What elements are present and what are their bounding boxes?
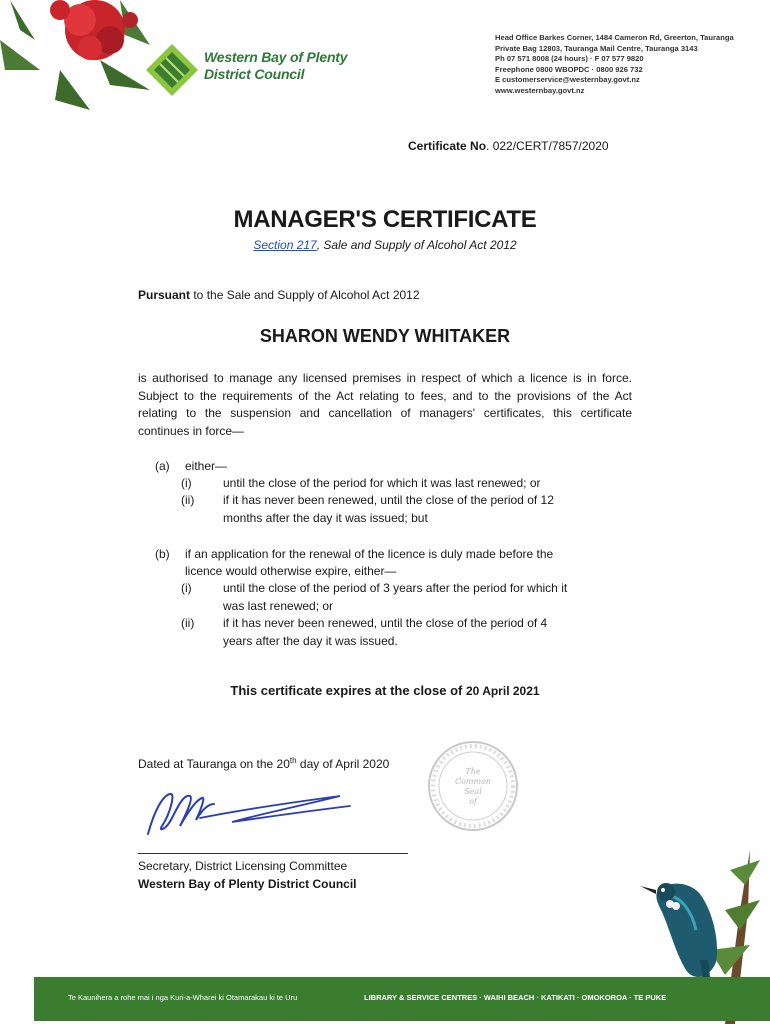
signature — [140, 782, 355, 842]
certificate-number-value: . 022/CERT/7857/2020 — [486, 139, 609, 153]
pohutukawa-flower-image — [0, 0, 160, 110]
authorisation-paragraph: is authorised to manage any licensed premises in respect of which a licence is in force. Subject to the requirements of the Act relating to fees, and to the provisions of the Act relating to the suspension and cancellation of managers' certificates, this certificate continues in force— — [138, 371, 632, 438]
seal-text: of — [469, 797, 477, 806]
clause-b-ii-label: (ii) — [181, 616, 195, 630]
footer-service-centres: LIBRARY & SERVICE CENTRES · WAIHI BEACH · KATIKATI · OMOKOROA · TE PUKE — [364, 993, 667, 1002]
footer-maori-text: Te Kaunihera a rohe mai i nga Kuri-a-Wharei ki Otamarakau ki te Uru — [68, 993, 298, 1002]
seal-text: Seal — [464, 787, 482, 796]
signatory-title: Secretary, District Licensing Committee — [138, 859, 348, 873]
certificate-number-label: Certificate No — [408, 139, 487, 153]
pursuant-bold: Pursuant — [138, 288, 191, 302]
clause-a-i-label: (i) — [181, 476, 192, 490]
clause-b-ii-text-1: if it has never been renewed, until the close of the period of 4 — [223, 616, 548, 630]
council-name-line2: District Council — [204, 66, 305, 82]
pursuant-statement — [138, 288, 420, 302]
council-logo-mark-icon — [146, 44, 198, 96]
contact-line: Head Office Barkes Corner, 1484 Cameron Rd, Greerton, Tauranga — [495, 33, 734, 42]
clause-a-text: either— — [185, 459, 228, 473]
clause-a-ii-label: (ii) — [181, 493, 195, 507]
certificate-number — [408, 139, 609, 153]
clause-a-label: (a) — [155, 459, 170, 473]
seal-text: The — [465, 767, 481, 776]
clause-a-ii-text-1: if it has never been renewed, until the close of the period of 12 — [223, 493, 554, 507]
clause-b-label: (b) — [155, 547, 170, 561]
contact-line: Private Bag 12803, Tauranga Mail Centre, Tauranga 3143 — [495, 43, 698, 53]
clause-b-text-2: licence would otherwise expire, either— — [185, 564, 397, 578]
contact-line: Ph 07 571 8008 (24 hours) · F 07 577 9820 — [495, 54, 644, 63]
clause-a-ii-text-2: months after the day it was issued; but — [223, 511, 428, 525]
act-reference — [0, 238, 770, 252]
clause-b-ii-text-2: years after the day it was issued. — [223, 634, 398, 648]
contact-line: Freephone 0800 WBOPDC · 0800 926 732 — [495, 64, 643, 74]
contact-line: E customerservice@westernbay.govt.nz — [495, 75, 640, 84]
clause-b-i-text-2: was last renewed; or — [223, 599, 334, 613]
section-217-link[interactable]: Section 217 — [253, 238, 317, 252]
common-seal-stamp — [427, 740, 519, 832]
clause-b-text-1: if an application for the renewal of the licence is duly made before the — [185, 547, 554, 561]
signature-line — [138, 853, 408, 854]
dated-statement — [138, 756, 389, 771]
clause-b-i-label: (i) — [181, 581, 192, 595]
pursuant-rest: to the Sale and Supply of Alcohol Act 2012 — [190, 288, 420, 302]
footer-bar — [34, 977, 770, 1021]
council-name-line1: Western Bay of Plenty — [204, 49, 348, 65]
expiry-date: 20 April 2021 — [465, 684, 540, 698]
council-logo — [146, 40, 346, 100]
expiry-text: This certificate expires at the close of — [230, 683, 466, 698]
seal-text: Common — [454, 777, 492, 786]
act-name: , Sale and Supply of Alcohol Act 2012 — [316, 238, 517, 252]
contact-line: www.westernbay.govt.nz — [495, 85, 585, 95]
clause-a-i-text: until the close of the period for which it was last renewed; or — [223, 476, 541, 490]
certificate-holder-name: SHARON WENDY WHITAKER — [259, 326, 511, 346]
page-title: MANAGER'S CERTIFICATE — [233, 206, 537, 233]
dated-sup: th — [289, 756, 297, 765]
dated-suffix: day of April 2020 — [296, 757, 390, 771]
signatory-organisation: Western Bay of Plenty District Council — [138, 877, 357, 891]
clause-b-i-text-1: until the close of the period of 3 years after the period for which it — [223, 581, 568, 595]
dated-prefix: Dated at Tauranga on the 20 — [138, 757, 290, 771]
contact-details — [495, 33, 734, 96]
expiry-statement — [0, 683, 770, 698]
